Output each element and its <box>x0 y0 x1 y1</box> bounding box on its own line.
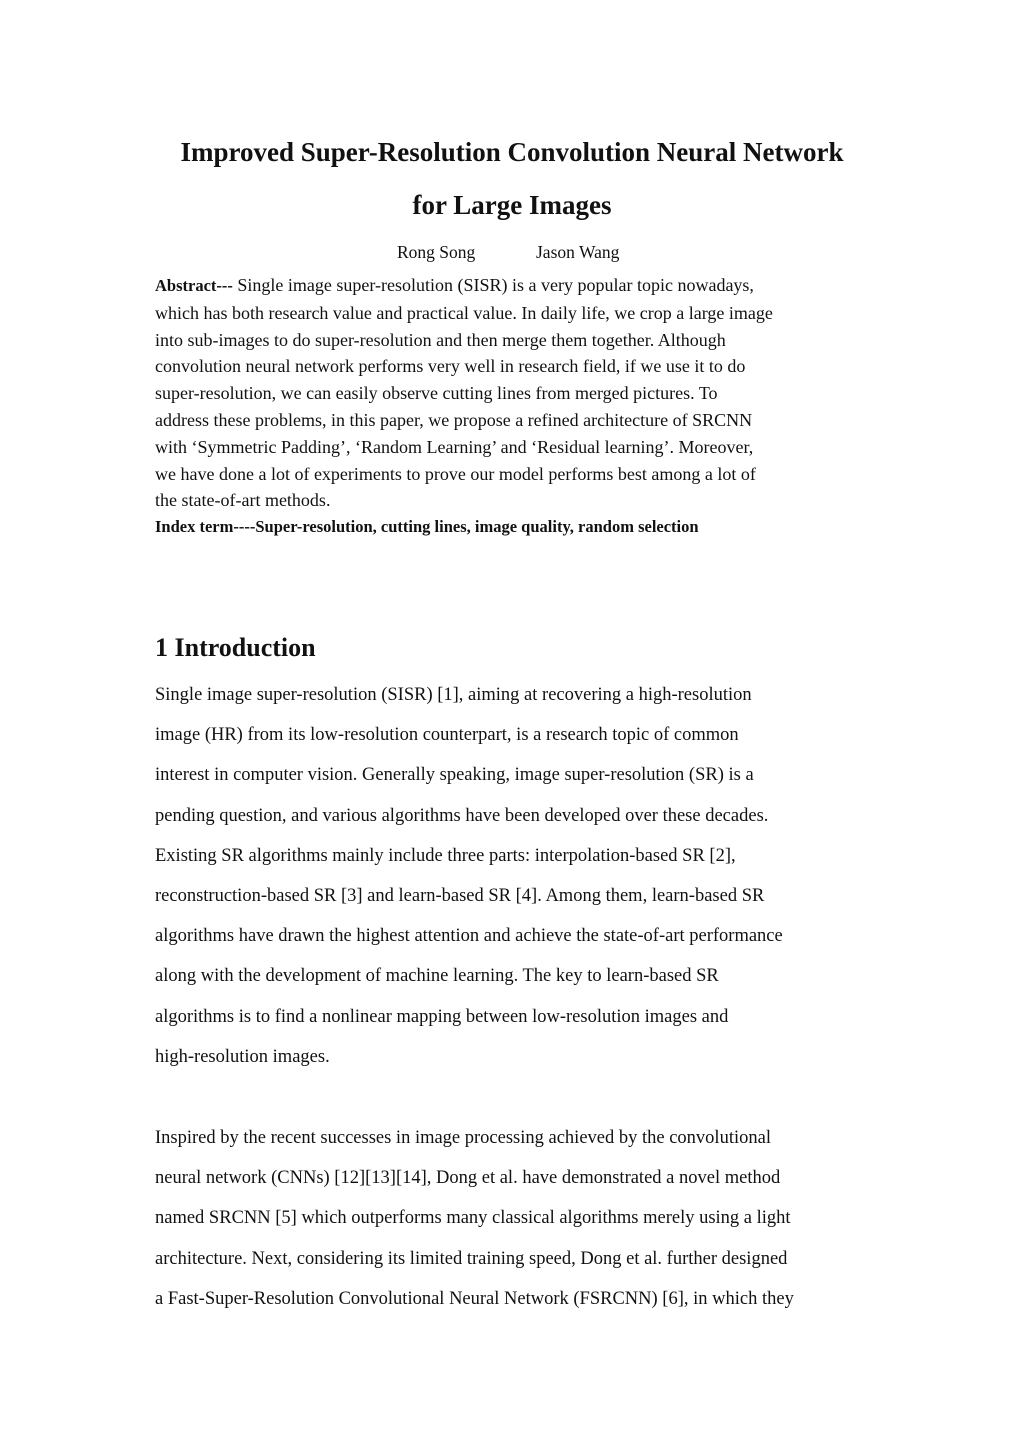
abstract-line: address these problems, in this paper, we propose a refined architecture of SRCNN <box>155 409 753 430</box>
intro-paragraph-2 <box>155 1118 875 1319</box>
paragraph-line: a Fast-Super-Resolution Convolutional Neural Network (FSRCNN) [6], in which they <box>155 1288 794 1309</box>
paragraph-line: high-resolution images. <box>155 1046 330 1067</box>
abstract <box>155 272 875 514</box>
paragraph-line: interest in computer vision. Generally speaking, image super-resolution (SR) is a <box>155 765 754 786</box>
abstract-line: which has both research value and practical value. In daily life, we crop a large image <box>155 302 773 323</box>
paragraph-line: along with the development of machine learning. The key to learn-based SR <box>155 966 719 987</box>
paragraph-line: neural network (CNNs) [12][13][14], Dong et al. have demonstrated a novel method <box>155 1168 781 1189</box>
abstract-text: Single image super-resolution (SISR) is a very popular topic nowadays, <box>232 275 754 295</box>
paragraph-line: named SRCNN [5] which outperforms many classical algorithms merely using a light <box>155 1208 791 1229</box>
paper-title-line-1: Improved Super-Resolution Convolution Neural Network <box>180 137 844 167</box>
section-heading-introduction: 1 Introduction <box>155 633 316 662</box>
abstract-label: Abstract--- <box>155 276 233 295</box>
paragraph-line: architecture. Next, considering its limited training speed, Dong et al. further designed <box>155 1248 788 1269</box>
paragraph-line: image (HR) from its low-resolution counterpart, is a research topic of common <box>155 725 739 746</box>
abstract-line: convolution neural network performs very well in research field, if we use it to do <box>155 356 746 377</box>
authors <box>0 240 1024 264</box>
abstract-line: into sub-images to do super-resolution and then merge them together. Although <box>155 329 726 350</box>
abstract-line: we have done a lot of experiments to prove our model performs best among a lot of <box>155 463 756 484</box>
paragraph-line: Single image super-resolution (SISR) [1], aiming at recovering a high-resolution <box>155 685 752 705</box>
author-name: Jason Wang <box>536 242 620 262</box>
abstract-line: super-resolution, we can easily observe cutting lines from merged pictures. To <box>155 383 718 404</box>
paragraph-line: Existing SR algorithms mainly include three parts: interpolation-based SR [2], <box>155 845 736 866</box>
paragraph-line: pending question, and various algorithms have been developed over these decades. <box>155 805 769 826</box>
intro-paragraph-1 <box>155 675 875 1077</box>
abstract-line <box>155 272 875 300</box>
author-name: Rong Song <box>397 242 476 262</box>
paragraph-line: algorithms is to find a nonlinear mapping between low-resolution images and <box>155 1006 729 1027</box>
abstract-line: with ‘Symmetric Padding’, ‘Random Learning’ and ‘Residual learning’. Moreover, <box>155 436 754 457</box>
paragraph-line: reconstruction-based SR [3] and learn-based SR [4]. Among them, learn-based SR <box>155 886 765 907</box>
abstract-line: the state-of-art methods. <box>155 490 331 511</box>
paper-title-line-2: for Large Images <box>412 190 612 220</box>
paragraph-line: Inspired by the recent successes in image processing achieved by the convolutional <box>155 1128 771 1148</box>
index-terms: Index term----Super-resolution, cutting lines, image quality, random selection <box>155 517 699 536</box>
paragraph-line: algorithms have drawn the highest attention and achieve the state-of-art performance <box>155 926 783 947</box>
